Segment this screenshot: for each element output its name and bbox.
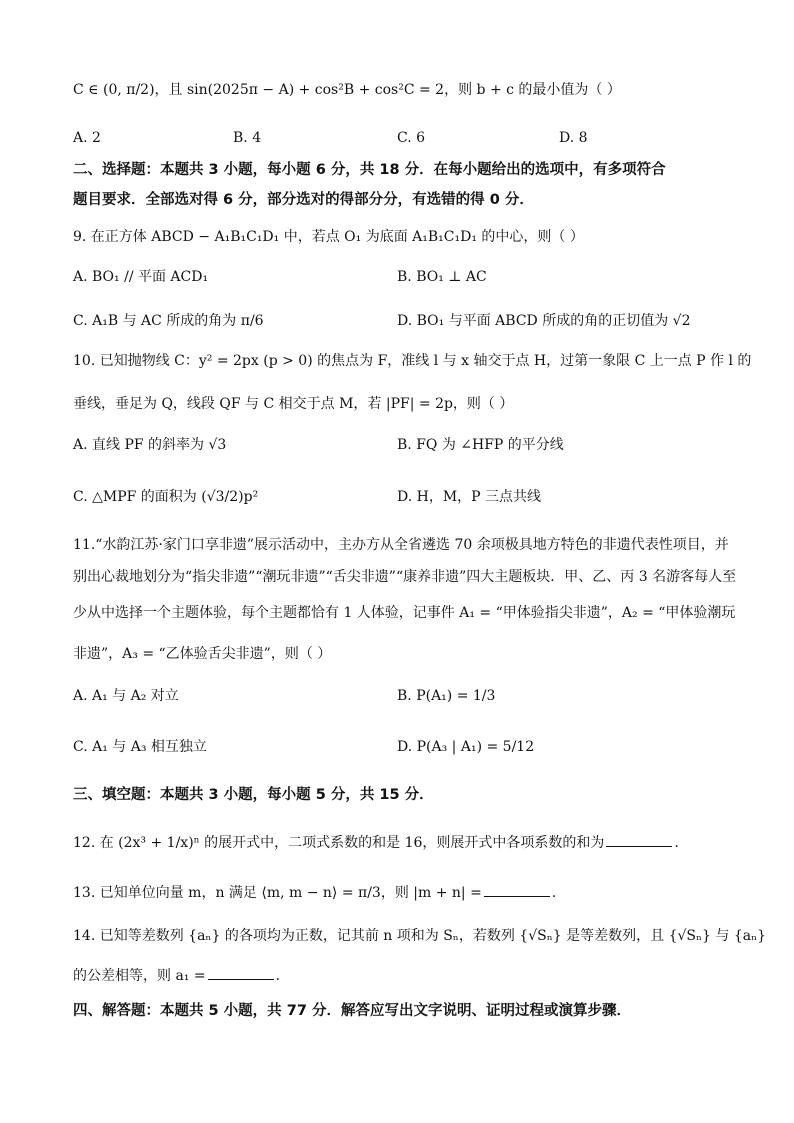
q9-option-b: B. BO₁ ⊥ AC bbox=[397, 269, 487, 285]
section4-heading: 四、解答题：本题共 5 小题，共 77 分．解答应写出文字说明、证明过程或演算步骤． bbox=[73, 1003, 631, 1019]
q14-stem-line2 bbox=[73, 965, 733, 986]
q9-stem: 9. 在正方体 ABCD − A₁B₁C₁D₁ 中，若点 O₁ 为底面 A₁B₁C₁D₁ 的中心，则（ ） bbox=[73, 229, 584, 245]
q8-option-b: B. 4 bbox=[233, 130, 262, 146]
q14-answer-blank bbox=[208, 965, 274, 980]
q13-text: 13. 已知单位向量 m，n 满足 ⟨m, m − n⟩ = π/3，则 |m + n| = bbox=[73, 885, 482, 901]
q8-option-c: C. 6 bbox=[397, 130, 426, 146]
q8-option-d: D. 8 bbox=[559, 130, 588, 146]
q14-text: 的公差相等，则 a₁ = bbox=[73, 968, 206, 984]
q12-text: 12. 在 (2x³ + 1/x)ⁿ 的展开式中，二项式系数的和是 16，则展开式中各项系数的和为 bbox=[73, 835, 605, 851]
q12-period: ． bbox=[674, 835, 689, 851]
q14-period: ． bbox=[275, 968, 290, 984]
q9-option-c: C. A₁B 与 AC 所成的角为 π/6 bbox=[73, 313, 264, 329]
q13-period: ． bbox=[551, 885, 566, 901]
q12-stem bbox=[73, 832, 733, 853]
q11-stem-line2: 别出心裁地划分为“指尖非遗”“潮玩非遗”“舌尖非遗”“康养非遗”四大主题板块．甲、乙、丙 3 名游客每人至 bbox=[73, 569, 737, 585]
q13-stem bbox=[73, 882, 733, 903]
q8-stem: C ∈ (0, π/2)，且 sin(2025π − A) + cos²B + cos²C = 2，则 b + c 的最小值为（ ） bbox=[73, 82, 621, 98]
q11-option-c: C. A₁ 与 A₃ 相互独立 bbox=[73, 739, 207, 755]
q10-stem-line2: 垂线，垂足为 Q，线段 QF 与 C 相交于点 M，若 |PF| = 2p，则（ ） bbox=[73, 396, 514, 412]
q11-stem-line4: 非遗”，A₃ = “乙体验舌尖非遗”，则（ ） bbox=[73, 646, 332, 662]
section2-heading-line1: 二、选择题：本题共 3 小题，每小题 6 分，共 18 分．在每小题给出的选项中，有多项符合 bbox=[73, 162, 666, 178]
q10-option-b: B. FQ 为 ∠HFP 的平分线 bbox=[397, 437, 564, 453]
q13-answer-blank bbox=[484, 882, 550, 897]
section3-heading: 三、填空题：本题共 3 小题，每小题 5 分，共 15 分． bbox=[73, 787, 434, 803]
q12-answer-blank bbox=[606, 832, 672, 847]
q11-stem-line3: 少从中选择一个主题体验，每个主题都恰有 1 人体验，记事件 A₁ = “甲体验指尖非遗”，A₂ = “甲体验潮玩 bbox=[73, 605, 736, 621]
q8-option-a: A. 2 bbox=[73, 130, 101, 146]
q9-option-a: A. BO₁ // 平面 ACD₁ bbox=[73, 269, 209, 285]
q11-option-d: D. P(A₃ | A₁) = 5/12 bbox=[397, 739, 535, 755]
q10-option-d: D. H，M，P 三点共线 bbox=[397, 489, 542, 505]
section2-heading-line2: 题目要求．全部选对得 6 分，部分选对的得部分分，有选错的得 0 分． bbox=[73, 192, 534, 208]
q11-option-a: A. A₁ 与 A₂ 对立 bbox=[73, 688, 179, 704]
q11-stem-line1: 11.“水韵江苏·家门口享非遗”展示活动中，主办方从全省遴选 70 余项极具地方特色的非遗代表性项目，并 bbox=[73, 537, 729, 553]
q10-option-a: A. 直线 PF 的斜率为 √3 bbox=[73, 437, 227, 453]
q10-option-c: C. △MPF 的面积为 (√3/2)p² bbox=[73, 489, 259, 505]
q11-option-b: B. P(A₁) = 1/3 bbox=[397, 688, 496, 704]
q10-stem-line1: 10. 已知抛物线 C：y² = 2px (p > 0) 的焦点为 F，准线 l 与 x 轴交于点 H，过第一象限 C 上一点 P 作 l 的 bbox=[73, 353, 752, 369]
q9-option-d: D. BO₁ 与平面 ABCD 所成的角的正切值为 √2 bbox=[397, 313, 691, 329]
q14-stem-line1: 14. 已知等差数列 {aₙ} 的各项均为正数，记其前 n 项和为 Sₙ，若数列 {√Sₙ} 是等差数列，且 {√Sₙ} 与 {aₙ} bbox=[73, 928, 767, 944]
